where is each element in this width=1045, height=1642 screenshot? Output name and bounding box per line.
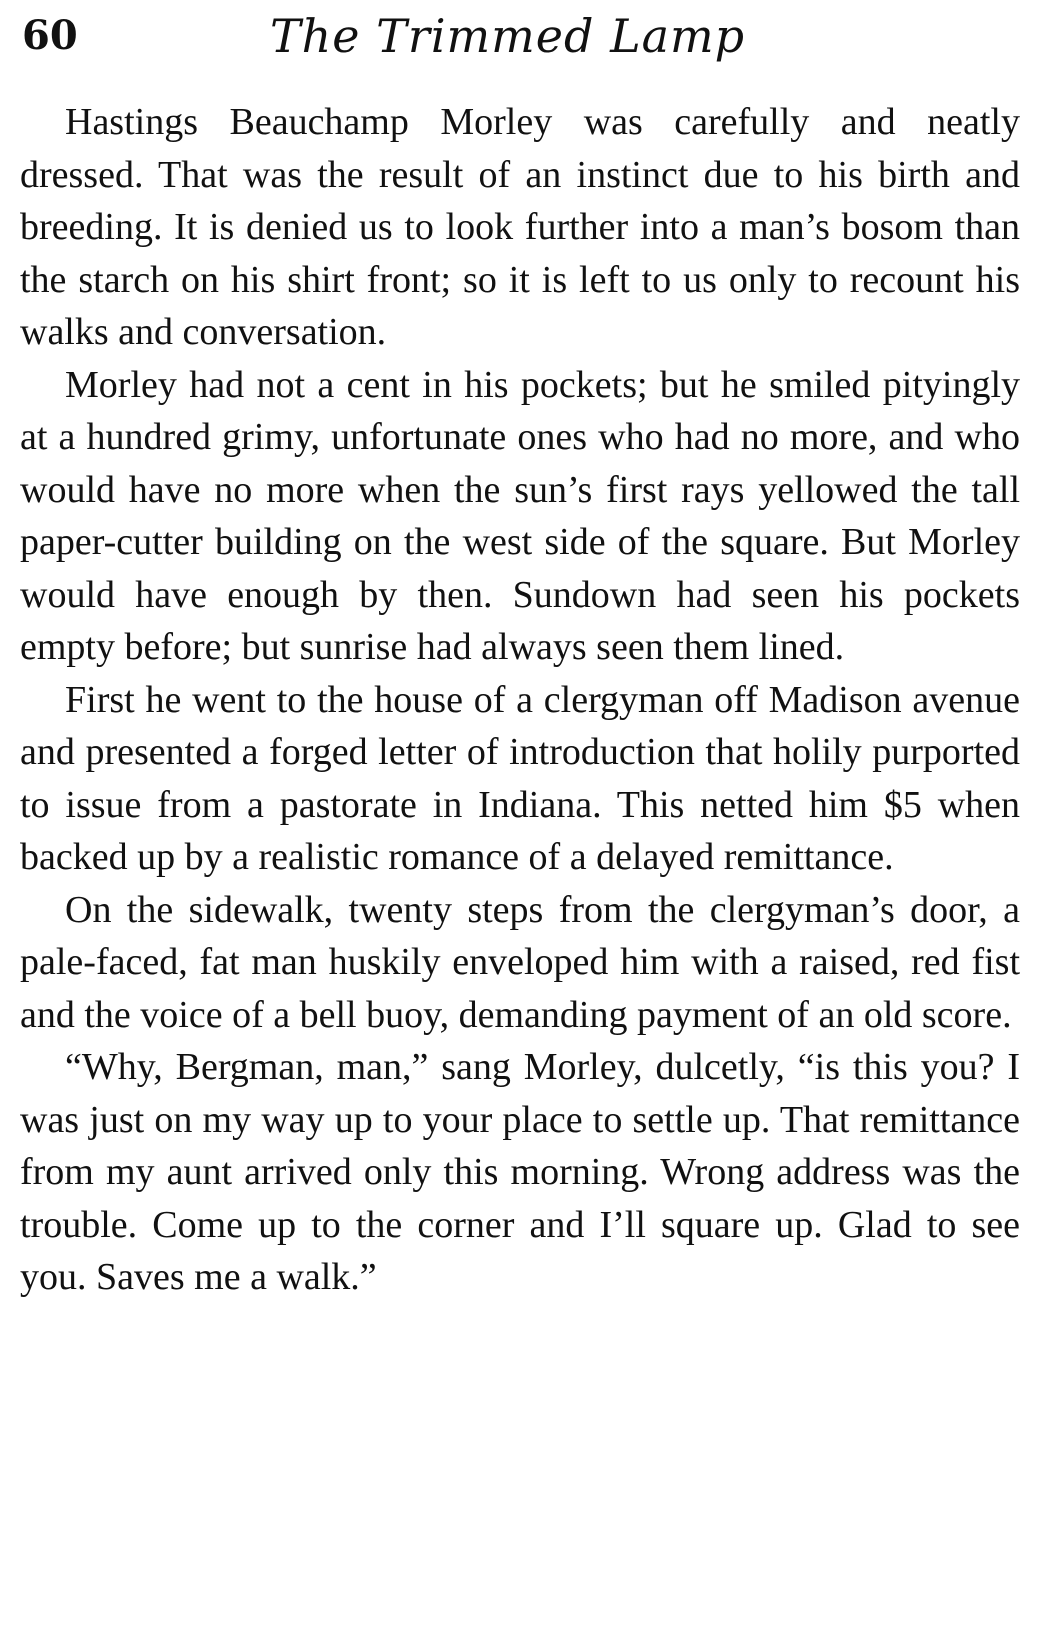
paragraph-2: Morley had not a cent in his pockets; but he smiled pityingly at a hundred grimy, unfortunate ones who had no more, and who would have no more when the sun’s first rays yellowed the tall paper-cutter building on the west side of the square. But Morley would have enough by then. Sundown had seen his pockets empty before; but sunrise had always seen them lined. — [20, 363, 1020, 668]
paragraph-1: Hastings Beauchamp Morley was carefully and neatly dressed. That was the result of an instinct due to his birth and breeding. It is denied us to look further into a man’s bosom than the starch on his shirt front; so it is left to us only to recount his walks and conversation. — [20, 101, 1020, 353]
book-title: The Trimmed Lamp — [270, 9, 746, 63]
paragraph-4: On the sidewalk, twenty steps from the clergyman’s door, a pale-faced, fat man huskily enveloped him with a raised, red fist and the voice of a bell buoy, demanding payment of an old score. — [20, 888, 1020, 1036]
paragraph-5: “Why, Bergman, man,” sang Morley, dulcetly, “is this you? I was just on my way up to your place to settle up. That remittance from my aunt arrived only this morning. Wrong address was the trouble. Come up to the corner and I’ll square up. Glad to see you. Saves me a walk.” — [20, 1046, 1020, 1298]
page-number: 60 — [22, 12, 78, 59]
book-page — [20, 0, 1020, 1642]
running-header — [20, 0, 1020, 82]
body-text — [20, 96, 1020, 1304]
paragraph-3: First he went to the house of a clergyman off Madison avenue and presented a forged letter of introduction that holily purported to issue from a pastorate in Indiana. This netted him $5 when backed up by a realistic romance of a delayed remittance. — [20, 678, 1020, 878]
